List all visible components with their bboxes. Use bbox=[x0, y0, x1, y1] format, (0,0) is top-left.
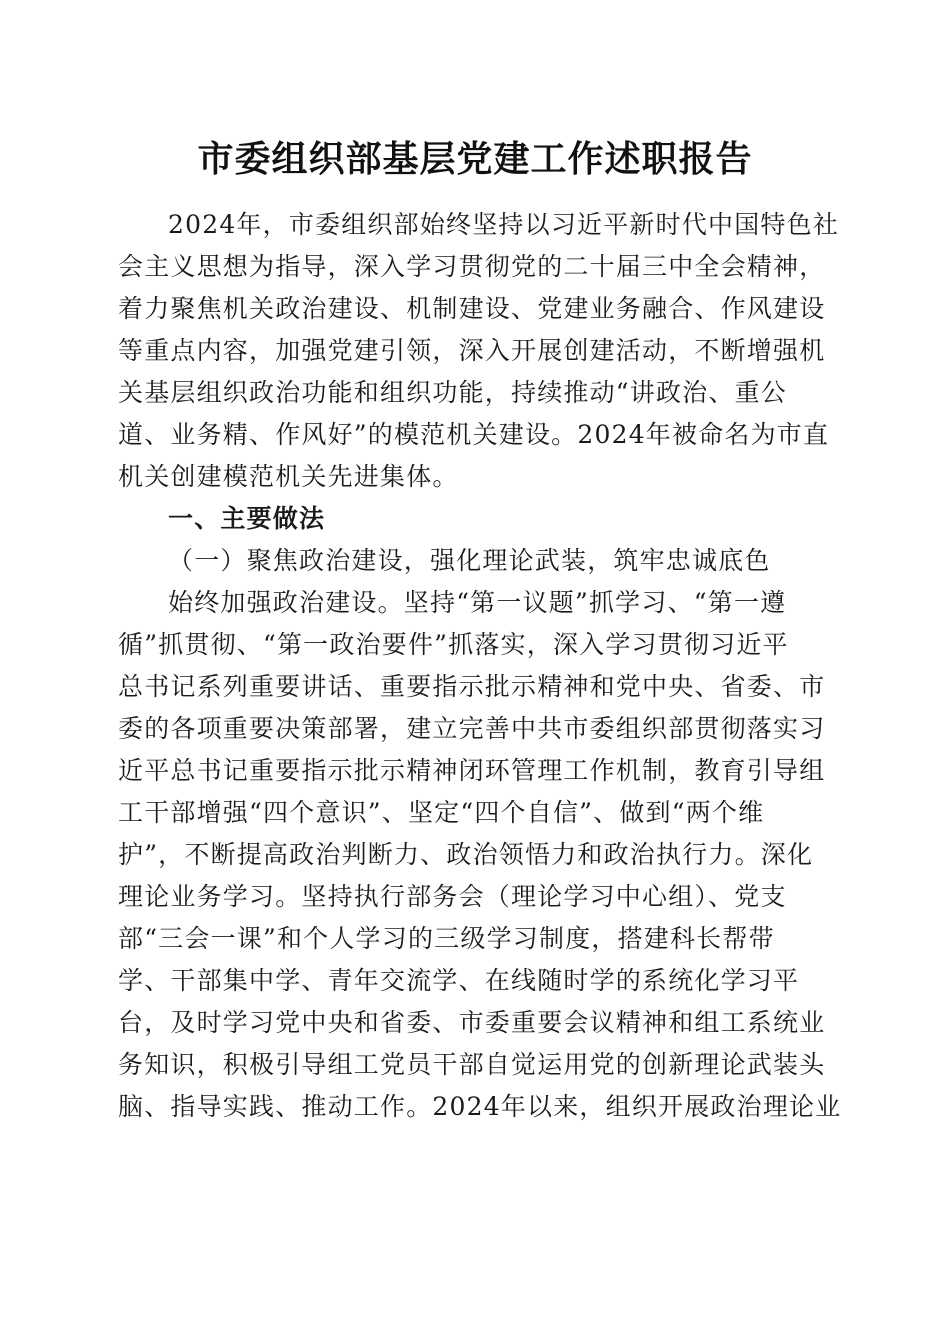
paragraph-line: 护”，不断提高政治判断力、政治领悟力和政治执行力。深化 bbox=[118, 840, 814, 869]
paragraph-line: 会主义思想为指导，深入学习贯彻党的二十届三中全会精神， bbox=[118, 252, 826, 281]
paragraph-line: 近平总书记重要指示批示精神闭环管理工作机制，教育引导组 bbox=[118, 756, 826, 785]
paragraph-line: 台，及时学习党中央和省委、市委重要会议精神和组工系统业 bbox=[118, 1008, 826, 1037]
paragraph-line: 关基层组织政治功能和组织功能，持续推动“讲政治、重公 bbox=[118, 378, 787, 407]
paragraph-line: 机关创建模范机关先进集体。 bbox=[118, 462, 459, 491]
paragraph-line: 道、业务精、作风好”的模范机关建设。2024年被命名为市直 bbox=[118, 420, 830, 449]
paragraph-line: 务知识，积极引导组工党员干部自觉运用党的创新理论武装头 bbox=[118, 1050, 826, 1079]
paragraph-line: 始终加强政治建设。坚持“第一议题”抓学习、“第一遵 bbox=[168, 588, 787, 617]
paragraph-line: 等重点内容，加强党建引领，深入开展创建活动，不断增强机 bbox=[118, 336, 826, 365]
paragraph-line: 脑、指导实践、推动工作。2024年以来，组织开展政治理论业 bbox=[118, 1092, 842, 1121]
paragraph-line: 循”抓贯彻、“第一政治要件”抓落实，深入学习贯彻习近平 bbox=[118, 630, 789, 659]
section-heading: 一、主要做法 bbox=[168, 504, 326, 533]
paragraph-line: 着力聚焦机关政治建设、机制建设、党建业务融合、作风建设 bbox=[118, 294, 826, 323]
paragraph-line: 学、干部集中学、青年交流学、在线随时学的系统化学习平 bbox=[118, 966, 800, 995]
document-title: 市委组织部基层党建工作述职报告 bbox=[197, 138, 753, 180]
subsection-heading: （一）聚焦政治建设，强化理论武装，筑牢忠诚底色 bbox=[168, 546, 771, 575]
paragraph-line: 2024年，市委组织部始终坚持以习近平新时代中国特色社 bbox=[168, 210, 840, 239]
paragraph-line: 工干部增强“四个意识”、坚定“四个自信”、做到“两个维 bbox=[118, 798, 765, 827]
paragraph-line: 理论业务学习。坚持执行部务会（理论学习中心组）、党支 bbox=[118, 882, 787, 911]
paragraph-line: 委的各项重要决策部署，建立完善中共市委组织部贯彻落实习 bbox=[118, 714, 826, 743]
paragraph-line: 部“三会一课”和个人学习的三级学习制度，搭建科长帮带 bbox=[118, 924, 775, 953]
paragraph-line: 总书记系列重要讲话、重要指示批示精神和党中央、省委、市 bbox=[118, 672, 826, 701]
